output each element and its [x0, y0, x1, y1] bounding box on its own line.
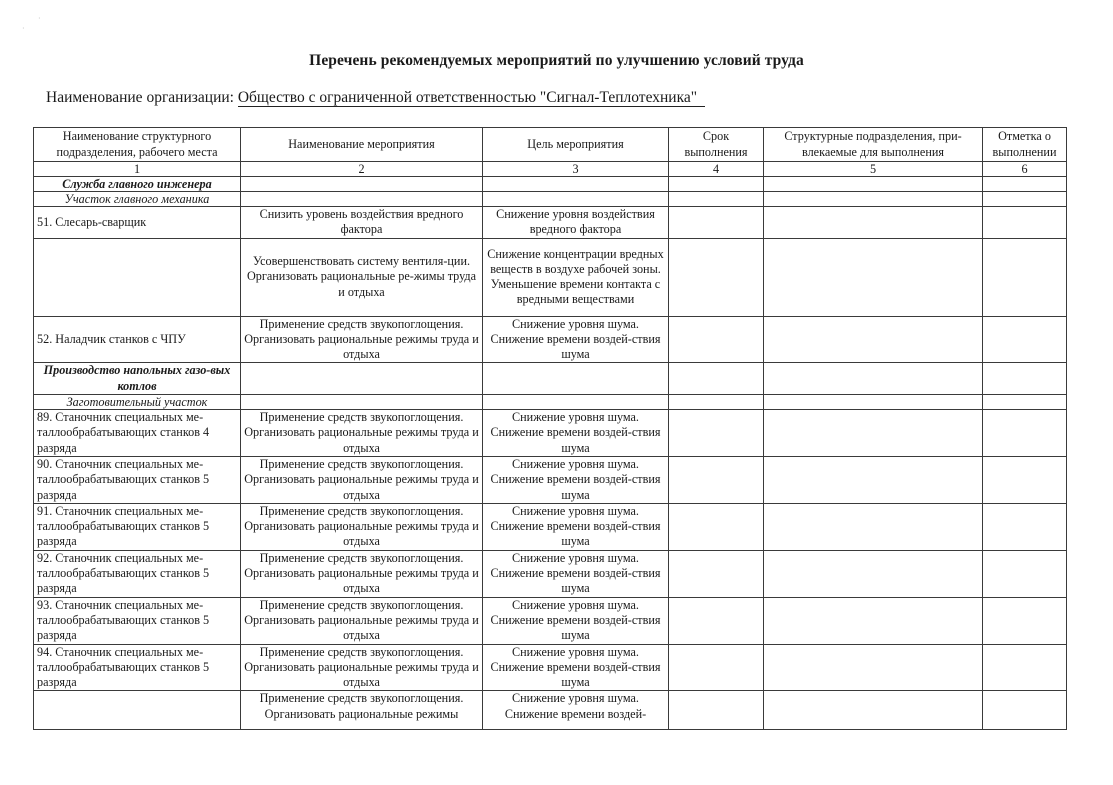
goal-cell: Снижение уровня шума. Снижение времени воздей-ствия шума — [483, 597, 669, 644]
workplace-cell: 91. Станочник специальных ме-таллообрабатывающих станков 5 разряда — [34, 503, 241, 550]
organization-label: Наименование организации: — [46, 89, 234, 106]
table-row — [34, 691, 1067, 730]
empty-cell — [483, 363, 669, 395]
organization-line — [46, 89, 705, 107]
deadline-cell — [669, 691, 764, 730]
deadline-cell — [669, 410, 764, 457]
table-row — [34, 456, 1067, 503]
goal-cell: Снижение уровня воздействия вредного фактора — [483, 207, 669, 239]
completion-mark-cell — [983, 456, 1067, 503]
completion-mark-cell — [983, 316, 1067, 363]
goal-cell: Снижение уровня шума. Снижение времени воздей-ствия шума — [483, 316, 669, 363]
section-title: Производство напольных газо-вых котлов — [34, 363, 241, 395]
goal-cell: Снижение концентрации вредных веществ в воздухе рабочей зоны. Уменьшение времени контакта с вредными веществами — [483, 238, 669, 316]
empty-cell — [669, 363, 764, 395]
header-cell: Наименование структурного подразделения, рабочего места — [34, 128, 241, 162]
completion-mark-cell — [983, 238, 1067, 316]
empty-cell — [483, 192, 669, 207]
empty-cell — [983, 363, 1067, 395]
workplace-cell: 89. Станочник специальных ме-таллообрабатывающих станков 4 разряда — [34, 410, 241, 457]
departments-cell — [764, 238, 983, 316]
column-number: 6 — [983, 162, 1067, 177]
measure-cell: Применение средств звукопоглощения. Организовать рациональные режимы труда и отдыха — [241, 503, 483, 550]
departments-cell — [764, 456, 983, 503]
empty-cell — [983, 177, 1067, 192]
departments-cell — [764, 550, 983, 597]
workplace-cell: 92. Станочник специальных ме-таллообрабатывающих станков 5 разряда — [34, 550, 241, 597]
organization-value: Общество с ограниченной ответственностью "Сигнал-Теплотехника" — [238, 90, 705, 107]
header-cell: Отметка о выполнении — [983, 128, 1067, 162]
workplace-cell: 52. Наладчик станков с ЧПУ — [34, 316, 241, 363]
column-number-row — [34, 162, 1067, 177]
empty-cell — [483, 395, 669, 410]
goal-cell: Снижение уровня шума. Снижение времени воздей- — [483, 691, 669, 730]
departments-cell — [764, 207, 983, 239]
section-row — [34, 363, 1067, 395]
workplace-cell: 94. Станочник специальных ме-таллообрабатывающих станков 5 разряда — [34, 644, 241, 691]
measures-table — [33, 127, 1067, 730]
deadline-cell — [669, 207, 764, 239]
completion-mark-cell — [983, 597, 1067, 644]
empty-cell — [764, 192, 983, 207]
goal-cell: Снижение уровня шума. Снижение времени воздей-ствия шума — [483, 644, 669, 691]
empty-cell — [764, 395, 983, 410]
table-row — [34, 410, 1067, 457]
empty-cell — [669, 177, 764, 192]
workplace-cell: 90. Станочник специальных ме-таллообрабатывающих станков 5 разряда — [34, 456, 241, 503]
completion-mark-cell — [983, 410, 1067, 457]
measure-cell: Применение средств звукопоглощения. Организовать рациональные режимы труда и отдыха — [241, 550, 483, 597]
measure-cell: Применение средств звукопоглощения. Организовать рациональные режимы — [241, 691, 483, 730]
deadline-cell — [669, 238, 764, 316]
empty-cell — [483, 177, 669, 192]
table-row — [34, 316, 1067, 363]
goal-cell: Снижение уровня шума. Снижение времени воздей-ствия шума — [483, 503, 669, 550]
subsection-row — [34, 395, 1067, 410]
document-title: Перечень рекомендуемых мероприятий по улучшению условий труда — [309, 52, 804, 69]
measure-cell: Применение средств звукопоглощения. Организовать рациональные режимы труда и отдыха — [241, 410, 483, 457]
table-row — [34, 550, 1067, 597]
departments-cell — [764, 691, 983, 730]
column-number: 5 — [764, 162, 983, 177]
workplace-cell: 51. Слесарь-сварщик — [34, 207, 241, 239]
empty-cell — [241, 177, 483, 192]
measure-cell: Применение средств звукопоглощения. Организовать рациональные режимы труда и отдыха — [241, 597, 483, 644]
table-row — [34, 238, 1067, 316]
subsection-row — [34, 192, 1067, 207]
departments-cell — [764, 597, 983, 644]
table-row — [34, 207, 1067, 239]
completion-mark-cell — [983, 207, 1067, 239]
deadline-cell — [669, 597, 764, 644]
header-cell: Срок выполнения — [669, 128, 764, 162]
empty-cell — [241, 192, 483, 207]
deadline-cell — [669, 644, 764, 691]
departments-cell — [764, 316, 983, 363]
workplace-cell: 93. Станочник специальных ме-таллообрабатывающих станков 5 разряда — [34, 597, 241, 644]
empty-cell — [983, 395, 1067, 410]
measure-cell: Применение средств звукопоглощения. Организовать рациональные режимы труда и отдыха — [241, 644, 483, 691]
completion-mark-cell — [983, 550, 1067, 597]
table-row — [34, 597, 1067, 644]
workplace-cell — [34, 238, 241, 316]
deadline-cell — [669, 503, 764, 550]
header-cell: Цель мероприятия — [483, 128, 669, 162]
workplace-cell — [34, 691, 241, 730]
measure-cell: Применение средств звукопоглощения. Организовать рациональные режимы труда и отдыха — [241, 316, 483, 363]
scan-speck: · — [22, 24, 25, 33]
measure-cell: Усовершенствовать систему вентиля-ции. Организовать рациональные ре-жимы труда и отдыха — [241, 238, 483, 316]
empty-cell — [669, 192, 764, 207]
goal-cell: Снижение уровня шума. Снижение времени воздей-ствия шума — [483, 550, 669, 597]
deadline-cell — [669, 316, 764, 363]
section-row — [34, 177, 1067, 192]
departments-cell — [764, 410, 983, 457]
completion-mark-cell — [983, 691, 1067, 730]
departments-cell — [764, 644, 983, 691]
table-row — [34, 503, 1067, 550]
completion-mark-cell — [983, 644, 1067, 691]
section-title: Служба главного инженера — [34, 177, 241, 192]
empty-cell — [669, 395, 764, 410]
column-number: 4 — [669, 162, 764, 177]
header-cell: Наименование мероприятия — [241, 128, 483, 162]
empty-cell — [764, 363, 983, 395]
departments-cell — [764, 503, 983, 550]
measure-cell: Снизить уровень воздействия вредного фактора — [241, 207, 483, 239]
empty-cell — [764, 177, 983, 192]
goal-cell: Снижение уровня шума. Снижение времени воздей-ствия шума — [483, 410, 669, 457]
scan-speck: · — [38, 14, 41, 23]
empty-cell — [983, 192, 1067, 207]
deadline-cell — [669, 550, 764, 597]
header-row — [34, 128, 1067, 162]
table-row — [34, 644, 1067, 691]
column-number: 3 — [483, 162, 669, 177]
subsection-title: Заготовительный участок — [34, 395, 241, 410]
empty-cell — [241, 395, 483, 410]
deadline-cell — [669, 456, 764, 503]
header-cell: Структурные подразделения, при-влекаемые для выполнения — [764, 128, 983, 162]
goal-cell: Снижение уровня шума. Снижение времени воздей-ствия шума — [483, 456, 669, 503]
column-number: 2 — [241, 162, 483, 177]
column-number: 1 — [34, 162, 241, 177]
empty-cell — [241, 363, 483, 395]
completion-mark-cell — [983, 503, 1067, 550]
subsection-title: Участок главного механика — [34, 192, 241, 207]
measure-cell: Применение средств звукопоглощения. Организовать рациональные режимы труда и отдыха — [241, 456, 483, 503]
